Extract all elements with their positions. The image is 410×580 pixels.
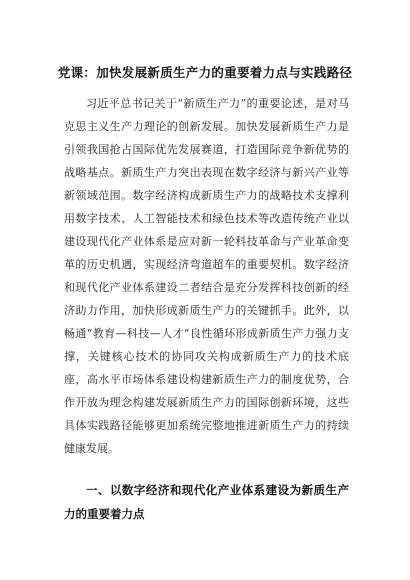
section-heading: 一、以数字经济和现代化产业体系建设为新质生产力的重要着力点 xyxy=(64,483,349,521)
document-title: 党课：加快发展新质生产力的重要着力点与实践路径 xyxy=(57,65,353,80)
body-paragraph: 习近平总书记关于“新质生产力”的重要论述，是对马克思主义生产力理论的创新发展。加快发展新质生产力是引领我国抢占国际优先发展赛道，打造国际竞争新优势的战略基点。新质生产力突出表现在数字经济与新兴产业等新领域范围。数字经济构成新质生产力的战略技术支撑利用数字技术、人工智能技术和绿色技术等改造传统产业以建设现代化产业体系是应对新一轮科技革命与产业革命变革的历史机遇，实现经济弯道超车的重要契机。数字经济和现代化产业体系建设二者结合是充分发挥科技创新的经济助力作用，加快形成新质生产力的关键抓手。此外，以畅通“教育—科技—人才”良性循环形成新质生产力强力支撑，关键核心技术的协同攻关构成新质生产力的技术底座，高水平市场体系建设构建新质生产力的制度优势，合作开放为理念构建发展新质生产力的国际创新环境，这些具体实践路径能够更加系统完整地推进新质生产力的持续健康发展。 xyxy=(64,97,349,455)
document-body xyxy=(64,92,349,460)
